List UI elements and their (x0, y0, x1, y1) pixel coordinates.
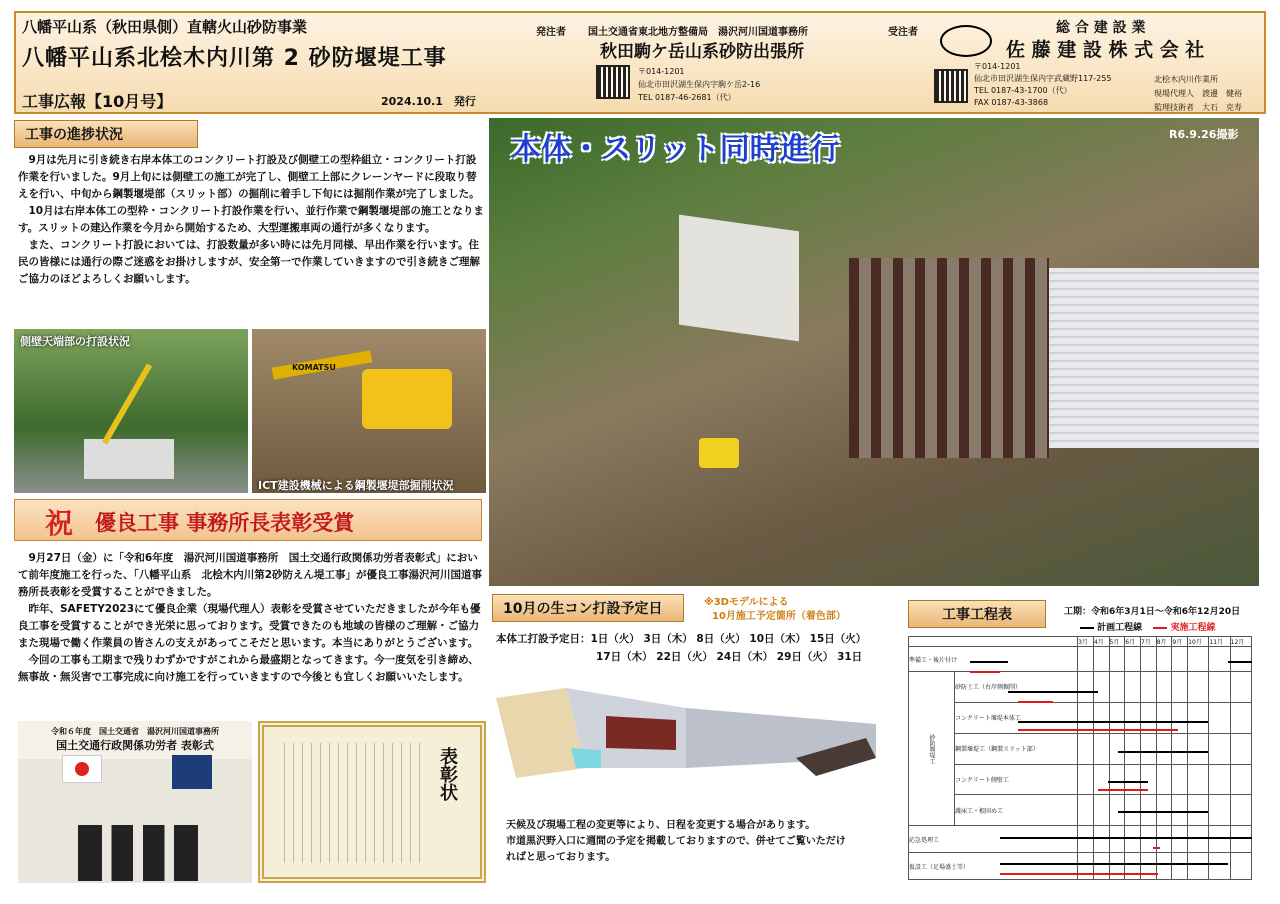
legend-plan-icon (1080, 627, 1094, 629)
concrete-wall-right (1049, 268, 1259, 448)
award-banner (14, 499, 482, 541)
schedule-legend: 計画工程線 実施工程線 (1080, 620, 1215, 633)
flag-mlit (172, 755, 212, 789)
header-banner (14, 11, 1266, 114)
photo-caption: ICT建設機械による鋼製堰堤部掘削状況 (258, 479, 454, 492)
flag-japan (62, 755, 102, 783)
crane-arm (102, 364, 152, 445)
model-slit-colored (606, 716, 676, 750)
gantt-table: 3月 4月 5月 6月 7月 8月 9月 10月 11月 12月 準備工・後片付け 砂防堰堤工 砂防土工（右岸側掘削） コンクリート堰堤本体工 鋼製堰堤工（鋼製スリット部） コンクリート側壁工 護床工・根固め工 応急処理工 仮設工（足場盛土等） (908, 636, 1252, 880)
concrete-dates: 本体工打設予定日：1日（火） 3日（木） 8日（火） 10日（木） 15日（火） 17日（木） 22日（火） 24日（木） 29日（火） 31日 (496, 633, 867, 663)
contractor-contact: 〒014-1201 仙北市田沢湖生保内字武蔵野117-255 TEL 0187-43-1700（代） FAX 0187-43-3868 (974, 62, 1112, 107)
contractor-name: 佐 藤 建 設 株 式 会 社 (1006, 39, 1205, 61)
orderer-contact: 〒014-1201 仙北市田沢湖生保内字駒ケ岳2-16 TEL 0187-46-2681（代） (638, 67, 761, 102)
dam-3d-model (496, 668, 906, 788)
gantt-bars (908, 636, 1252, 880)
main-photo-title: 本体・スリット同時進行 (511, 132, 840, 167)
concrete-heading: 10月の生コン打設予定日 (492, 594, 684, 622)
orderer-org: 国土交通省東北地方整備局 湯沢河川国道事務所 (588, 27, 808, 38)
legend-actual-icon (1153, 627, 1167, 629)
concrete-footnote: 天候及び現場工程の変更等により、日程を変更する場合があります。 市道黒沢野入口に週間の予定を掲載しておりますので、併せてご覧いただけ ればと思っております。 (506, 820, 846, 863)
company-logo-icon (940, 25, 992, 57)
steel-slit-dam (849, 258, 1049, 458)
photo-date: R6.9.26撮影 (1169, 128, 1239, 141)
site-staff: 北桧木内川作業所 現場代理人 渡邊 健裕 監理技術者 大石 克寿 (1154, 75, 1242, 112)
progress-heading: 工事の進捗状況 (14, 120, 198, 148)
schedule-period: 工期：令和6年3月1日～令和6年12月20日 (1064, 607, 1241, 617)
gantt-chart (908, 636, 1252, 880)
progress-text: 9月は先月に引き続き右岸本体工のコンクリート打設及び側壁工の型枠組立・コンクリート打設作業を行いました。9月上旬には側壁工の施工が完了し、側壁工上部にクレーンヤードに段取り替えを行い、中旬から鋼製堰堤部（スリット部）の掘削に着手し下旬には掘削作業が完了しました。 10月は右岸本体工の型枠・コンクリート打設作業を行い、並行作業で鋼製堰堤部の施工となります。スリットの建込作業を今月から開始するため、大型運搬車両の通行が多くなります。 また、コンクリート打設においては、打設数量が多い時には先月同様、早出作業を行います。住民の皆様には通行の際ご迷惑をお掛けしますが、安全第一で作業していきますので引き続きご理解ご協力のほどよろしくお願いします。 (18, 154, 484, 285)
contractor-type: 総 合 建 設 業 (1056, 20, 1146, 36)
certificate-title: 表彰状 (437, 747, 458, 801)
concrete-wall-left (679, 215, 799, 342)
contractor-label: 受注者 (888, 27, 918, 38)
ceremony-banner: 令和６年度 国土交通省 湯沢河川国道事務所 国土交通行政関係功労者 表彰式 (18, 721, 252, 759)
award-recipients (78, 825, 198, 881)
photo-ceremony (18, 721, 252, 883)
award-certificate (258, 721, 486, 883)
photo-side-wall-pour (14, 329, 248, 493)
main-aerial-photo (489, 118, 1259, 586)
page-title: 八幡平山系北桧木内川第 2 砂防堰堤工事 (22, 46, 447, 71)
model-note: ※3Dモデルによる 10月施工予定箇所（着色部） (704, 597, 846, 622)
certificate-text (284, 743, 424, 863)
award-text: 9月27日（金）に「令和6年度 湯沢河川国道事務所 国土交通行政関係功労者表彰式」において前年度施工を行った、「八幡平山系 北桧木内川第2砂防えん堤工事」が優良工事湯沢河川国道事務所長表彰を受賞することができました。 昨年、SAFETY2023にて優良企業（現場代理人）表彰を受賞させていただきましたが今年も優良工事を受賞することができ光栄に思っております。受賞できたのも地域の皆様のご理解・ご協力また現場で働く作業員の皆さんの支えがあってこそだと思います。本当にありがとうございます。 今回の工事も工期まで残りわずかですがこれから最盛期となってきます。今一度気を引き締め、無事故・無災害で工事完成に向け施工を行っていきますので今後とも宜しくお願いいたします。 (18, 552, 483, 683)
award-heading: 優良工事 事務所長表彰受賞 (95, 510, 355, 535)
photo-caption: 側壁天端部の打設状況 (20, 335, 130, 348)
project-line: 八幡平山系（秋田県側）直轄火山砂防事業 (22, 18, 308, 36)
orderer-office: 秋田駒ケ岳山系砂防出張所 (600, 42, 804, 62)
model-water (571, 748, 601, 768)
wall-block (84, 439, 174, 479)
issue-label: 工事広報【10月号】 (22, 92, 173, 111)
mixer-truck (699, 438, 739, 468)
qr-code-icon[interactable] (934, 69, 968, 103)
orderer-label: 発注者 (536, 27, 566, 38)
excavator-body (362, 369, 452, 429)
qr-code-icon[interactable] (596, 65, 630, 99)
photo-ict-excavation (252, 329, 486, 493)
excavator-brand: KOMATSU (292, 363, 336, 372)
celebration-kanji: 祝 (45, 507, 74, 540)
issue-date: 2024.10.1 発行 (381, 95, 476, 108)
schedule-heading: 工事工程表 (908, 600, 1046, 628)
